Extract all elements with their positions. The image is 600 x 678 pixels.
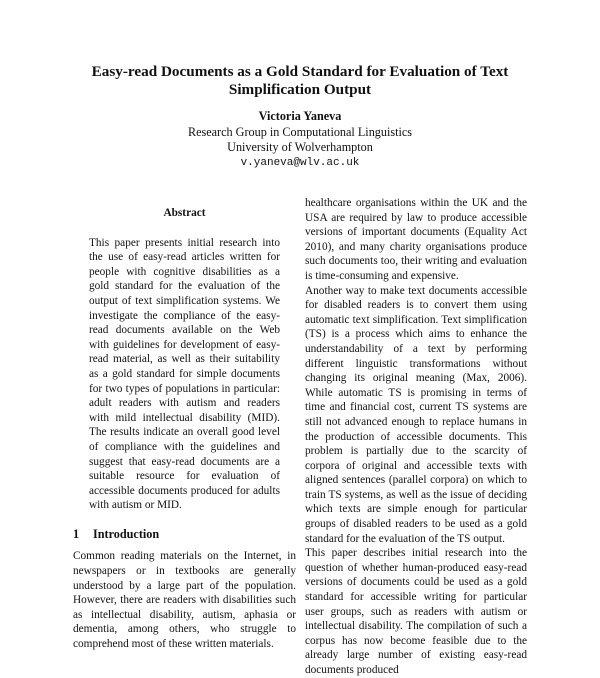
section-title: Introduction: [93, 526, 160, 541]
author-block: [100, 109, 500, 171]
right-column: [305, 196, 527, 678]
body-paragraph: This paper describes initial research into the question of whether human-produced easy-read versions of documents could be used as a gold standard for accessible writing for particular user groups, such as readers with autism or intellectual disability. The compilation of such a corpus has now become feasible due to the already large number of existing easy-read documents produced: [305, 547, 527, 676]
left-column: [73, 206, 296, 652]
author-email[interactable]: v.yaneva@wlv.ac.uk: [240, 156, 360, 169]
abstract-heading: Abstract: [163, 207, 206, 219]
paper-title-line: Simplification Output: [228, 80, 372, 98]
paper-title-line: Easy-read Documents as a Gold Standard for Evaluation of Text: [91, 63, 509, 80]
abstract-body: This paper presents initial research into the use of easy-read articles written for people with cognitive disabilities as a gold standard for the evaluation of the output of text simplification systems. We investigate the compliance of the easy-read documents available on the Web with guidelines for development of easy-read material, as well as their suitability as a gold standard for simple documents for two types of populations in particular: adult readers with autism and readers with mild intellectual disability (MID). The results indicate an overall good level of compliance with the guidelines and suggest that easy-read documents are a suitable resource for evaluation of accessible documents produced for adults with autism or MID.: [89, 236, 280, 512]
author-name: Victoria Yaneva: [258, 109, 342, 123]
affiliation-line: Research Group in Computational Linguistics: [187, 124, 413, 139]
body-paragraph: healthcare organisations within the UK and the USA are required by law to produce accessible versions of important documents (Equality Act 2010), and many charity organisations produce such documents too, their writing and evaluation is time-consuming and expensive.: [305, 197, 527, 282]
paper-title: [60, 63, 540, 98]
body-paragraph: Another way to make text documents accessible for disabled readers is to convert them using automatic text simplification. Text simplification (TS) is a process which aims to enhance the understandability of a text by performing different linguistic transformations without changing its original meaning (Max, 2006). While automatic TS is promising in terms of time and financial cost, current TS systems are still not advanced enough to replace humans in the production of accessible documents. This problem is partially due to the scarcity of corpora of original and accessible texts with aligned sentences (parallel corpora) on which to train TS systems, as well as the issue of deciding which texts are simple enough for particular groups of disabled readers to be used as a gold standard for the evaluation of the TS output.: [305, 284, 527, 545]
section-heading-introduction: [73, 527, 296, 542]
introduction-paragraph: Common reading materials on the Internet, in newspapers or in textbooks are generally understood by a large part of the population. However, there are readers with disabilities such as intellectual disability, autism, aphasia or dementia, among others, who struggle to comprehend most of these written materials.: [73, 550, 296, 651]
affiliation-line: University of Wolverhampton: [227, 140, 373, 155]
section-number: 1: [73, 526, 80, 541]
